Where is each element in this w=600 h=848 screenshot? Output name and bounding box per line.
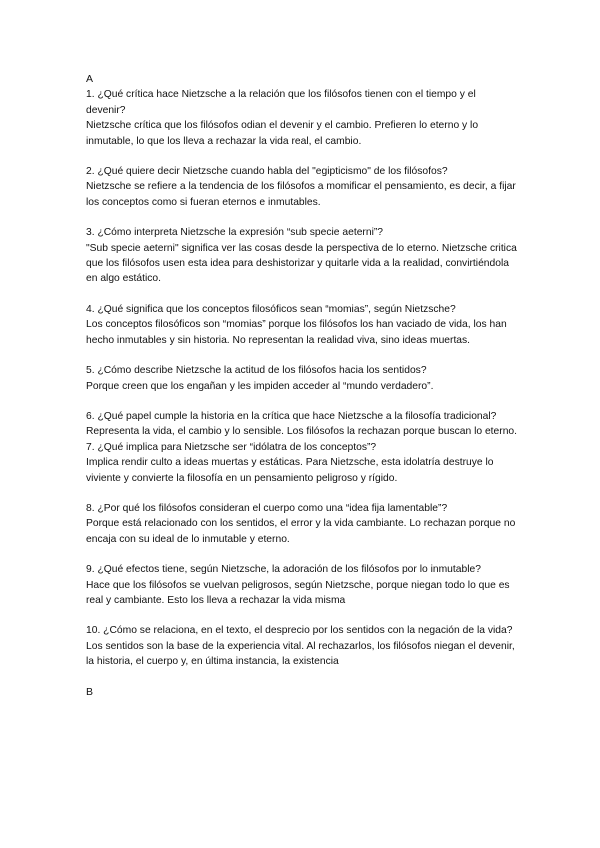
qa-item-9 bbox=[86, 562, 518, 608]
section-label-b: B bbox=[86, 685, 94, 698]
question-7: 7. ¿Qué implica para Nietzsche ser “idólatra de los conceptos”? bbox=[86, 441, 377, 453]
qa-item-4 bbox=[86, 302, 518, 348]
question-9: 9. ¿Qué efectos tiene, según Nietzsche, la adoración de los filósofos por lo inmutable? bbox=[86, 564, 481, 576]
answer-6: Representa la vida, el cambio y lo sensible. Los filósofos la rechazan porque buscan lo eterno. bbox=[86, 426, 518, 438]
qa-item-3 bbox=[86, 225, 518, 287]
question-8: 8. ¿Por qué los filósofos consideran el cuerpo como una “idea fija lamentable”? bbox=[86, 502, 448, 514]
qa-item-8 bbox=[86, 501, 518, 547]
answer-9: Hace que los filósofos se vuelvan peligrosos, según Nietzsche, porque niegan todo lo que es real y cambiante. Esto los lleva a rechazar la vida misma bbox=[86, 579, 510, 606]
answer-5: Porque creen que los engañan y les impiden acceder al “mundo verdadero”. bbox=[86, 380, 434, 392]
answer-1: Nietzsche crítica que los filósofos odian el devenir y el cambio. Prefieren lo eterno y lo inmutable, lo que los lleva a rechazar la vida real, el cambio. bbox=[86, 120, 479, 147]
answer-10: Los sentidos son la base de la experiencia vital. Al rechazarlos, los filósofos niegan el devenir, la historia, el cuerpo y, en última instancia, la existencia bbox=[86, 640, 515, 668]
document-body bbox=[86, 72, 518, 700]
answer-4: Los conceptos filosóficos son “momias” porque los filósofos los han vaciado de vida, los han hecho inmutables y sin historia. No representan la realidad viva, sino ideas muertas. bbox=[86, 319, 507, 346]
answer-8: Porque está relacionado con los sentidos, el error y la vida cambiante. Lo rechazan porque no encaja con su ideal de lo inmutable y eterno. bbox=[86, 518, 516, 545]
qa-item-1 bbox=[86, 87, 518, 149]
question-2: 2. ¿Qué quiere decir Nietzsche cuando habla del "egipticismo" de los filósofos? bbox=[86, 166, 448, 178]
answer-3: "Sub specie aeterni" significa ver las cosas desde la perspectiva de lo eterno. Nietzsche critica que los filósofos usen esta idea para deshistorizar y quitarle vida a la realidad, convirtiéndola en algo estático. bbox=[86, 242, 517, 285]
question-10: 10. ¿Cómo se relaciona, en el texto, el desprecio por los sentidos con la negación de la vida? bbox=[86, 625, 513, 637]
qa-item-10 bbox=[86, 623, 518, 669]
question-3: 3. ¿Cómo interpreta Nietzsche la expresión “sub specie aeterni”? bbox=[86, 227, 384, 239]
question-4: 4. ¿Qué significa que los conceptos filosóficos sean “momias”, según Nietzsche? bbox=[86, 303, 456, 315]
question-5: 5. ¿Cómo describe Nietzsche la actitud de los filósofos hacia los sentidos? bbox=[86, 365, 427, 377]
question-6: 6. ¿Qué papel cumple la historia en la crítica que hace Nietzsche a la filosofía tradicional? bbox=[86, 410, 497, 422]
question-1: 1. ¿Qué crítica hace Nietzsche a la relación que los filósofos tienen con el tiempo y el devenir? bbox=[86, 89, 476, 116]
qa-item-6 bbox=[86, 409, 518, 440]
answer-7: Implica rendir culto a ideas muertas y estáticas. Para Nietzsche, esta idolatría destruye lo viviente y convierte la filosofía en un pensamiento peligroso y rígido. bbox=[86, 457, 494, 484]
qa-item-5 bbox=[86, 363, 518, 394]
qa-item-7 bbox=[86, 440, 518, 486]
qa-item-2 bbox=[86, 164, 518, 210]
answer-2: Nietzsche se refiere a la tendencia de los filósofos a momificar el pensamiento, es decir, a fijar los conceptos como si fueran eternos e inmutables. bbox=[86, 181, 516, 208]
section-label-a: A bbox=[86, 73, 94, 85]
